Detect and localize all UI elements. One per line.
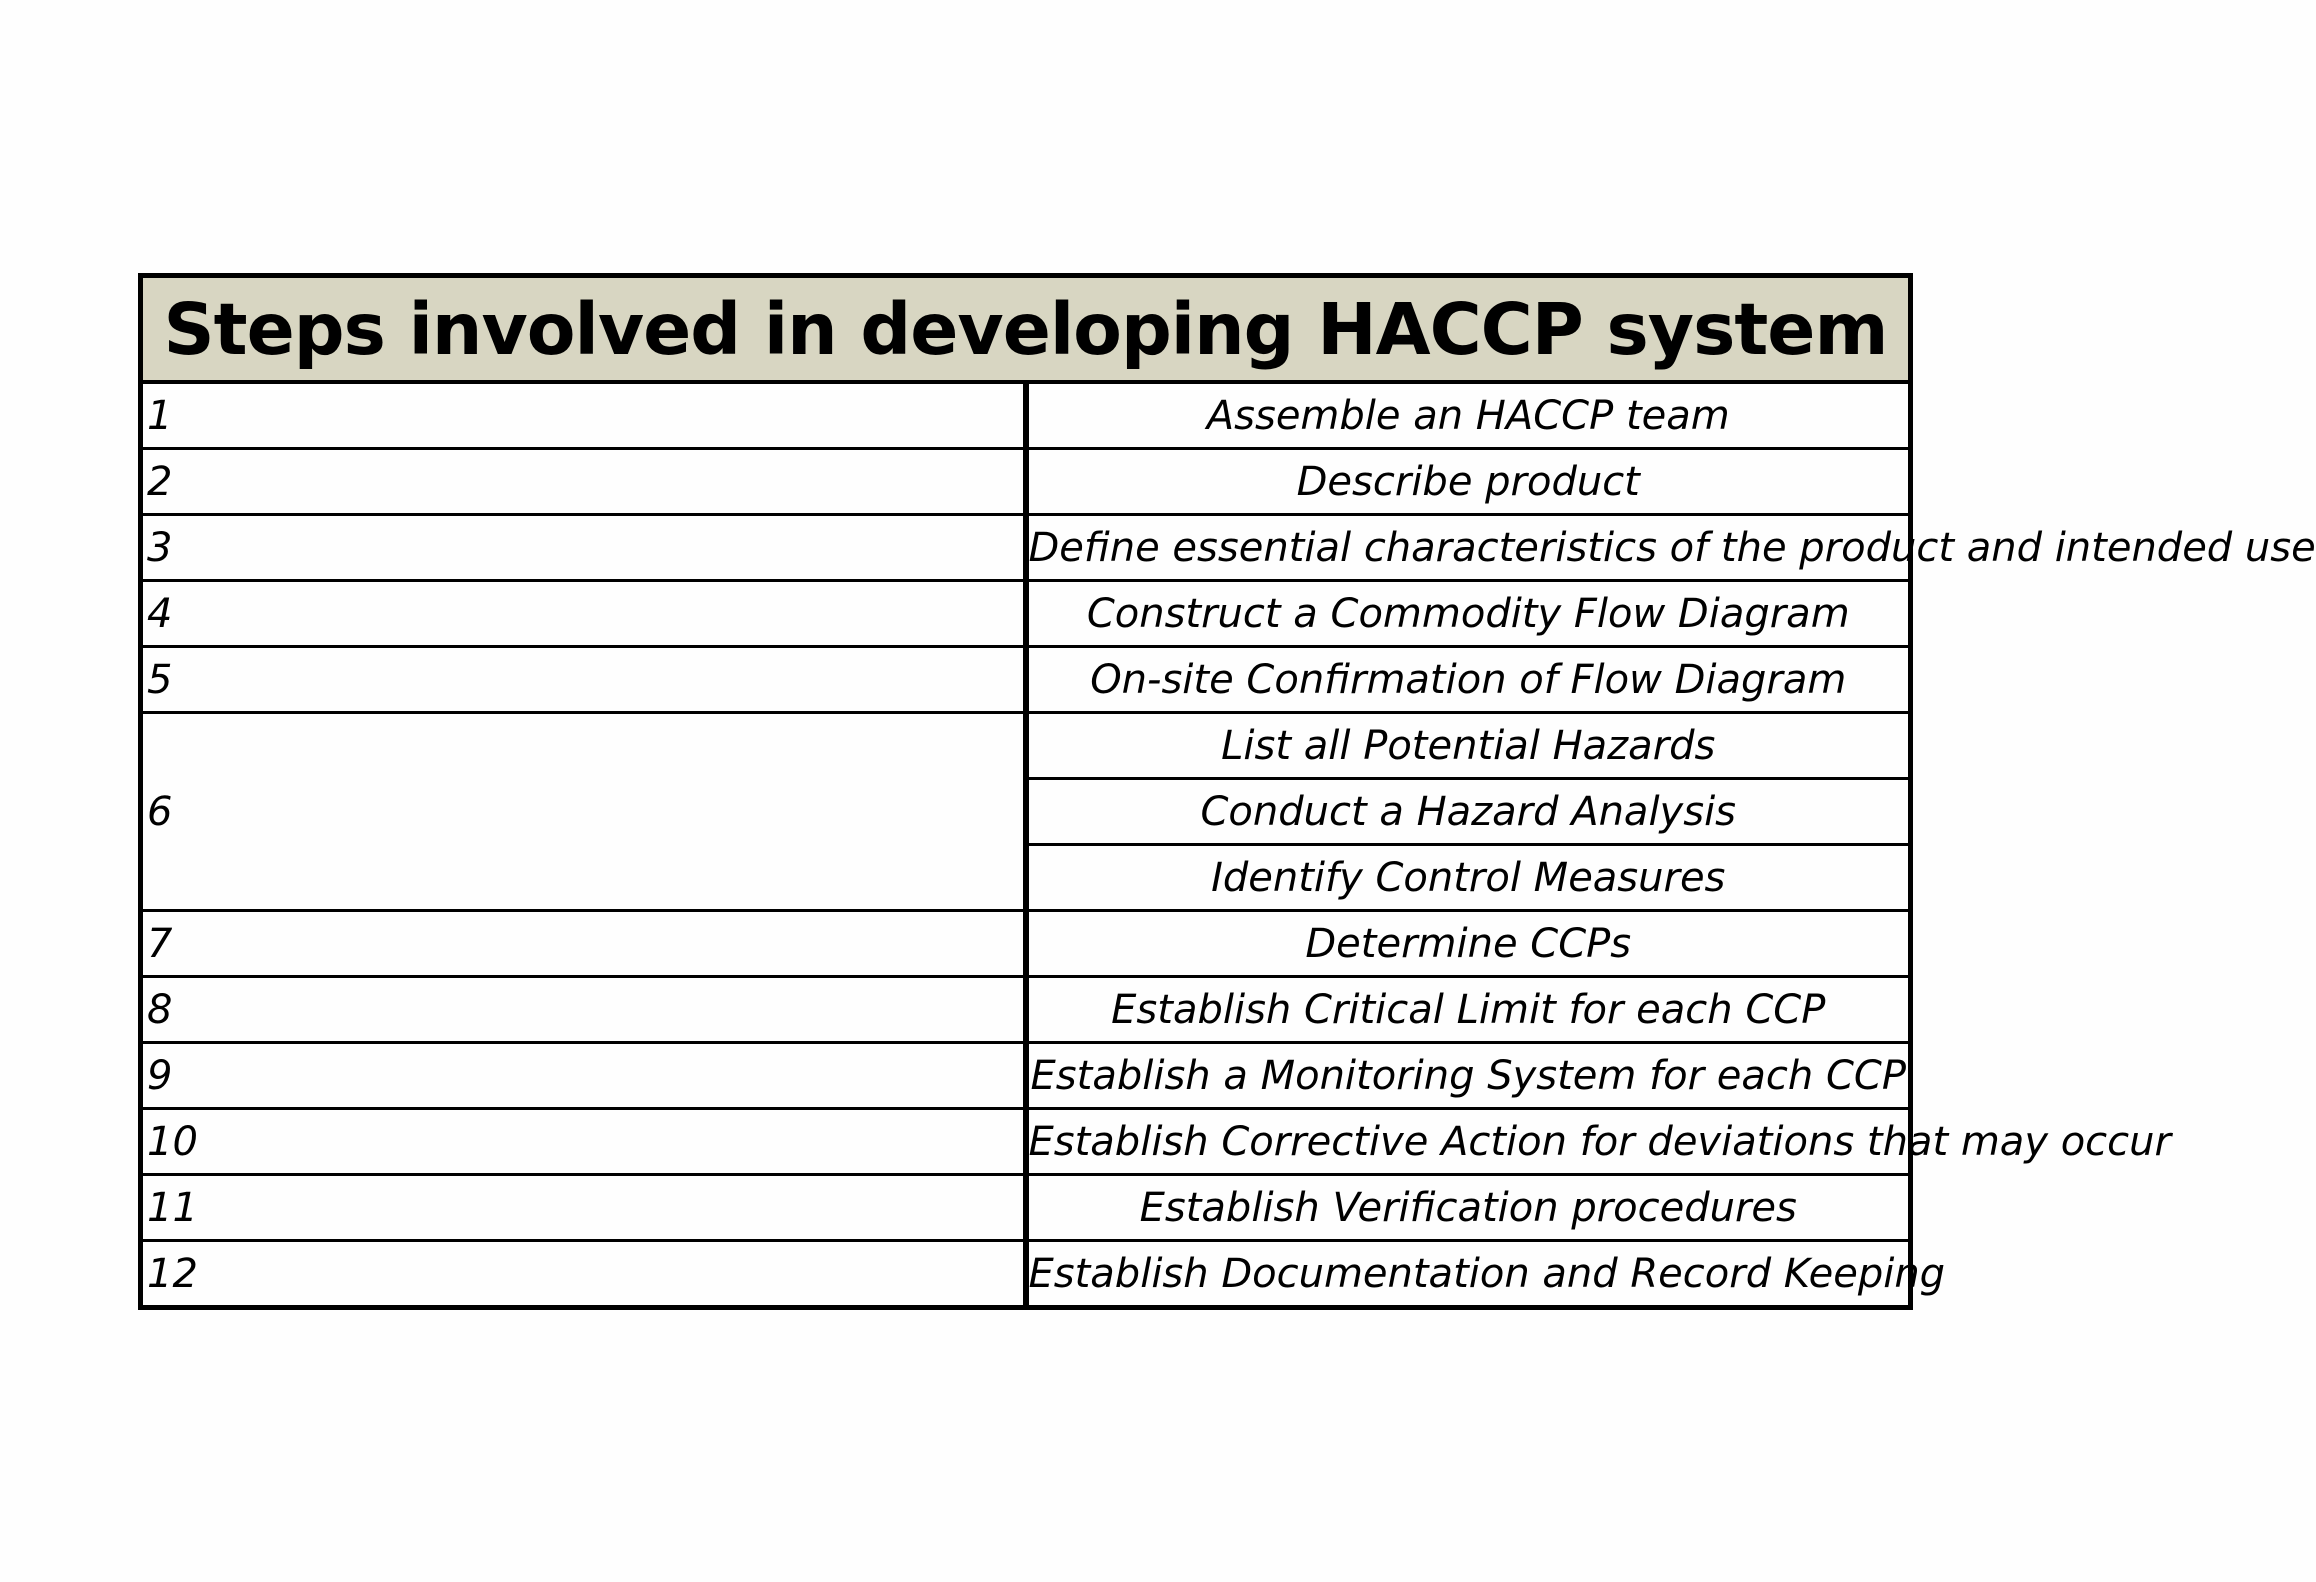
table-body <box>141 276 2316 1308</box>
title-row <box>141 276 1911 383</box>
step-description: On-site Confirmation of Flow Diagram <box>1026 647 1911 713</box>
step-description: List all Potential Hazards <box>1026 713 1911 779</box>
step-number: 5 <box>141 647 1026 713</box>
table-row <box>141 581 1911 647</box>
step-number: 3 <box>141 515 1026 581</box>
step-number: 7 <box>141 911 1026 977</box>
step-number: 10 <box>141 1109 1026 1175</box>
table-row <box>141 382 1911 449</box>
step-description: Establish Documentation and Record Keeping <box>1028 1250 1946 1297</box>
table-row <box>141 1109 1911 1175</box>
table-title: Steps involved in developing HACCP system <box>141 276 1911 383</box>
step-number: 12 <box>141 1241 1026 1308</box>
haccp-steps-table <box>138 273 2316 1310</box>
step-number: 6 <box>141 713 1026 911</box>
step-description: Establish Verification procedures <box>1026 1175 1911 1241</box>
table-row <box>141 1241 1911 1308</box>
step-description: Establish a Monitoring System for each CCP <box>1026 1043 1911 1109</box>
table-row <box>141 911 1911 977</box>
table-row <box>141 449 1911 515</box>
step-description: Assemble an HACCP team <box>1026 382 1911 449</box>
table-row <box>141 515 1911 581</box>
table-row <box>141 1043 1911 1109</box>
step-description: Construct a Commodity Flow Diagram <box>1026 581 1911 647</box>
step-description: Establish Corrective Action for deviations that may occur <box>1026 1109 1911 1175</box>
step-description: Describe product <box>1026 449 1911 515</box>
step-description: Conduct a Hazard Analysis <box>1026 779 1911 845</box>
step-description: Define essential characteristics of the product and intended use <box>1026 515 1911 581</box>
table-row <box>141 647 1911 713</box>
step-number: 1 <box>141 382 1026 449</box>
table-row <box>141 1175 1911 1241</box>
step-number: 11 <box>141 1175 1026 1241</box>
table-row <box>141 713 1911 779</box>
table-row <box>141 977 1911 1043</box>
step-description: Identify Control Measures <box>1026 845 1911 911</box>
step-number: 9 <box>141 1043 1026 1109</box>
step-number: 4 <box>141 581 1026 647</box>
step-description: Determine CCPs <box>1026 911 1911 977</box>
step-number: 2 <box>141 449 1026 515</box>
step-number: 8 <box>141 977 1026 1043</box>
step-description: Establish Critical Limit for each CCP <box>1026 977 1911 1043</box>
